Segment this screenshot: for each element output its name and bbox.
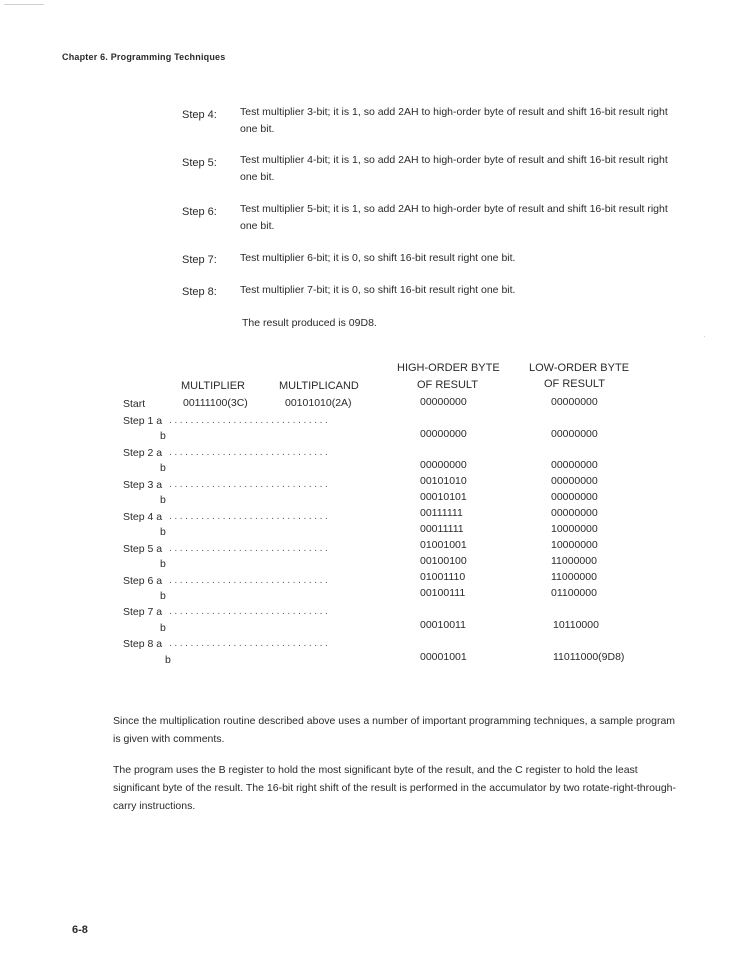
chapter-header: Chapter 6. Programming Techniques	[62, 52, 226, 62]
low-byte-value: 00000000	[551, 491, 598, 503]
low-order-header: LOW-ORDER BYTE	[529, 362, 630, 374]
result-line: The result produced is 09D8.	[242, 317, 377, 329]
row-label: b	[160, 494, 166, 506]
row-label: b	[160, 622, 166, 634]
row-label: Step 2 a	[123, 447, 163, 459]
step-label: Step 5:	[182, 157, 217, 169]
page-number: 6-8	[72, 924, 88, 936]
step-label: Step 6:	[182, 206, 217, 218]
low-byte-value: 00000000	[551, 459, 598, 471]
multiplier-header: MULTIPLIER	[181, 380, 245, 392]
high-order-header: HIGH-ORDER BYTE	[397, 362, 500, 374]
dot-leader: ..............................	[169, 511, 331, 522]
low-order-header-sub: OF RESULT	[544, 378, 605, 390]
step-text: Test multiplier 4-bit; it is 1, so add 2AH to high-order byte of result and shift 16-bit result right one bit.	[240, 154, 668, 183]
high-byte-value: 00111111	[420, 507, 463, 519]
low-byte-value: 01100000	[551, 587, 597, 599]
multiplicand-value: 00101010(2A)	[285, 397, 352, 409]
low-byte-value: 00000000	[551, 507, 598, 519]
row-label: Step 8 a	[123, 638, 163, 650]
low-byte-value: 10000000	[551, 539, 598, 551]
low-byte-value: 11011000(9D8)	[553, 651, 625, 663]
high-byte-value: 01001110	[420, 571, 466, 583]
multiplier-value: 00111100(3C)	[183, 397, 248, 409]
row-label: b	[160, 590, 166, 602]
high-byte-value: 00010101	[420, 491, 467, 503]
step-text: Test multiplier 6-bit; it is 0, so shift 16-bit result right one bit.	[240, 252, 516, 264]
low-byte-value: 10110000	[553, 619, 599, 631]
step-text: Test multiplier 3-bit; it is 1, so add 2AH to high-order byte of result and shift 16-bit result right one bit.	[240, 106, 668, 135]
row-label: Step 5 a	[123, 543, 163, 555]
multiplicand-header: MULTIPLICAND	[279, 380, 359, 392]
dot-leader: ..............................	[169, 479, 331, 490]
dot-leader: ..............................	[169, 447, 331, 458]
scan-mark	[4, 4, 44, 5]
dot-leader: ..............................	[169, 606, 331, 617]
low-byte-value: 10000000	[551, 523, 598, 535]
high-byte-value: 00100100	[420, 555, 467, 567]
step-label: Step 4:	[182, 109, 217, 121]
low-byte-value: 00000000	[551, 475, 598, 487]
low-byte-value: 00000000	[551, 396, 598, 408]
high-order-header-sub: OF RESULT	[417, 379, 478, 391]
step-label: Step 8:	[182, 286, 217, 298]
high-byte-value: 00001001	[420, 651, 467, 663]
scan-mark	[704, 336, 705, 337]
row-label: b	[160, 526, 166, 538]
row-label: Step 6 a	[123, 575, 163, 587]
high-byte-value: 00101010	[420, 475, 467, 487]
row-label: b	[160, 462, 166, 474]
dot-leader: ..............................	[169, 543, 331, 554]
high-byte-value: 01001001	[420, 539, 467, 551]
row-label: Step 7 a	[123, 606, 163, 618]
high-byte-value: 00000000	[420, 459, 467, 471]
row-label: b	[160, 430, 166, 442]
high-byte-value: 00000000	[420, 428, 467, 440]
row-label: b	[160, 558, 166, 570]
dot-leader: ..............................	[169, 415, 331, 426]
dot-leader: ..............................	[169, 638, 331, 649]
step-text: Test multiplier 5-bit; it is 1, so add 2AH to high-order byte of result and shift 16-bit result right one bit.	[240, 203, 668, 232]
high-byte-value: 00100111	[420, 587, 466, 599]
row-label: b	[165, 654, 171, 666]
step-text: Test multiplier 7-bit; it is 0, so shift 16-bit result right one bit.	[240, 284, 516, 296]
row-label: Step 1 a	[123, 415, 163, 427]
low-byte-value: 00000000	[551, 428, 598, 440]
high-byte-value: 00000000	[420, 396, 467, 408]
body-paragraph: The program uses the B register to hold the most significant byte of the result, and the C register to hold the least significant byte of the result. The 16-bit right shift of the result is performed in the accumulator by two rotate-right-through-carry instructions.	[113, 764, 676, 812]
step-label: Step 7:	[182, 254, 217, 266]
high-byte-value: 00010011	[420, 619, 466, 631]
low-byte-value: 11000000	[551, 555, 597, 567]
row-label: Step 3 a	[123, 479, 163, 491]
row-label: Start	[123, 398, 146, 410]
low-byte-value: 11000000	[551, 571, 597, 583]
body-paragraph: Since the multiplication routine described above uses a number of important programming techniques, a sample program is given with comments.	[113, 715, 676, 745]
dot-leader: ..............................	[169, 575, 331, 586]
row-label: Step 4 a	[123, 511, 163, 523]
high-byte-value: 00011111	[420, 523, 464, 535]
